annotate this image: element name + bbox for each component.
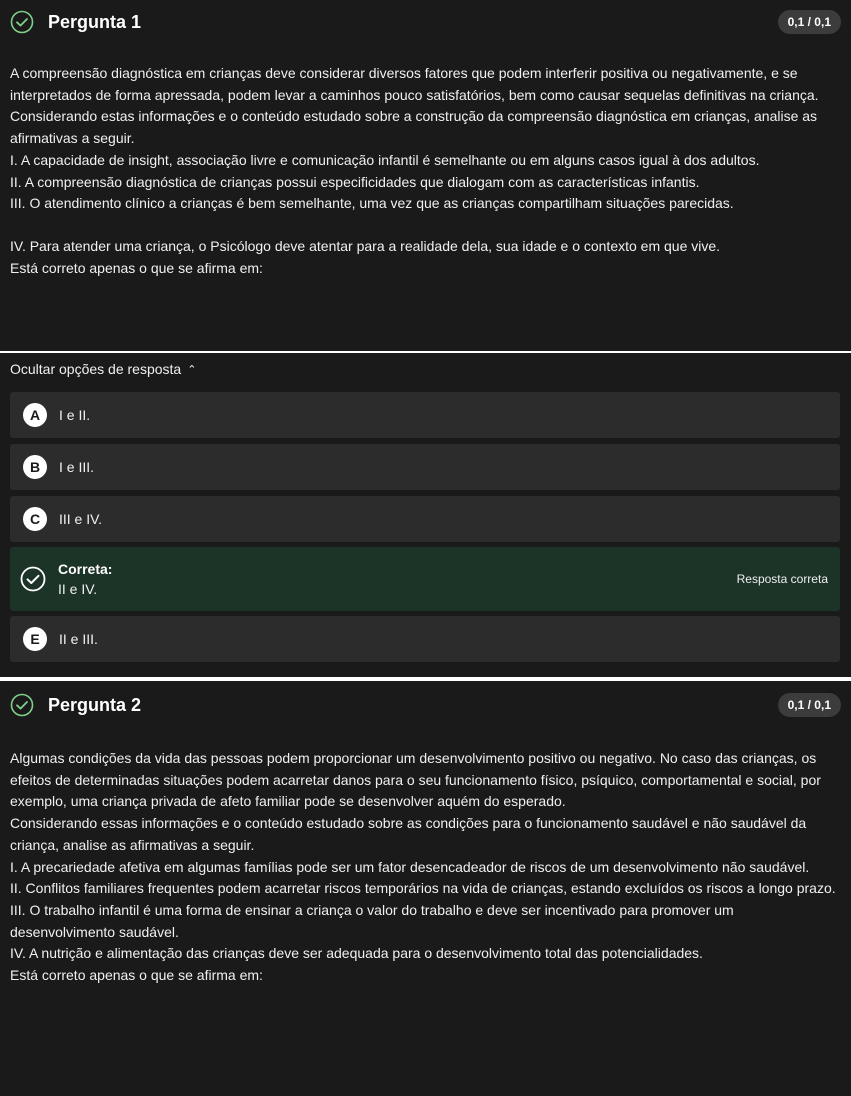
question-1-statement-3: III. O atendimento clínico a crianças é bem semelhante, uma vez que as crianças compartilham situações parecidas. (10, 195, 734, 212)
question-1-statement-1: I. A capacidade de insight, associação livre e comunicação infantil é semelhante ou em alguns casos igual à dos adultos. (10, 151, 760, 168)
option-c[interactable] (10, 496, 840, 542)
question-1-title: Pergunta 1 (48, 11, 142, 32)
option-d-correct[interactable] (10, 547, 840, 611)
question-1-instruction: Considerando estas informações e o conteúdo estudado sobre a construção da compreensão diagnóstica em crianças, analise as afirmativas a seguir. (10, 108, 818, 147)
option-letter-badge: C (23, 507, 47, 531)
option-letter-badge: B (23, 455, 47, 479)
question-2-statement-3: III. O trabalho infantil é uma forma de ensinar a criança o valor do trabalho e deve ser incentivado para promover um desenvolvimento saudável. (10, 901, 734, 940)
question-1-prompt: Está correto apenas o que se afirma em: (10, 259, 263, 276)
hide-options-label: Ocultar opções de resposta (10, 361, 182, 377)
question-2-score-badge: 0,1 / 0,1 (778, 693, 841, 717)
check-circle-icon (10, 693, 34, 717)
question-1-card (0, 0, 851, 351)
question-1-statement-4: IV. Para atender uma criança, o Psicólogo deve atentar para a realidade dela, sua idade e o contexto em que vive. (10, 237, 721, 254)
option-letter-badge: A (23, 403, 47, 427)
correct-answer-text (58, 559, 112, 599)
option-a[interactable] (10, 392, 840, 438)
chevron-up-icon: ⌃ (187, 363, 197, 376)
question-2-prompt: Está correto apenas o que se afirma em: (10, 967, 263, 984)
option-letter-badge: E (23, 627, 47, 651)
question-1-statement-2: II. A compreensão diagnóstica de crianças possui especificidades que dialogam com as características infantis. (10, 173, 700, 190)
question-2-text (10, 748, 841, 987)
option-e[interactable] (10, 616, 840, 662)
option-text: I e II. (59, 407, 91, 423)
question-2-instruction: Considerando essas informações e o conteúdo estudado sobre as condições para o funcionamento saudável e não saudável da criança, analise as afirmativas a seguir. (10, 815, 807, 853)
option-text: II e IV. (58, 581, 98, 597)
question-2-card (0, 681, 851, 1096)
question-1-text (10, 63, 841, 279)
correct-answer-note: Resposta correta (736, 572, 828, 586)
question-2-statement-4: IV. A nutrição e alimentação das crianças deve ser adequada para o desenvolvimento total das potencialidades. (10, 945, 703, 962)
question-2-statement-2: II. Conflitos familiares frequentes podem acarretar riscos temporários na vida de crianças, estando excluídos os riscos a longo prazo. (10, 880, 836, 897)
question-1-header (10, 4, 841, 40)
option-text: I e III. (59, 459, 95, 475)
question-2-title: Pergunta 2 (48, 694, 142, 715)
option-text: III e IV. (59, 511, 103, 527)
question-2-intro: Algumas condições da vida das pessoas podem proporcionar um desenvolvimento positivo ou negativo. No caso das crianças, os efeitos de determinadas situações podem acarretar danos para o seu funcionamento físico, psíquico, comportamental e social, por exemplo, uma criança privada de afeto familiar pode se desenvolver aquém do esperado. (10, 750, 821, 810)
option-text: II e III. (59, 631, 98, 647)
question-2-statement-1: I. A precariedade afetiva em algumas famílias pode ser um fator desencadeador de riscos de um desenvolvimento não saudável. (10, 858, 810, 875)
correct-label: Correta: (58, 561, 113, 577)
question-2-header (10, 687, 841, 723)
check-circle-icon (20, 566, 46, 592)
question-1-options-panel (0, 353, 851, 677)
check-circle-icon (10, 10, 34, 34)
question-1-score-badge: 0,1 / 0,1 (778, 10, 841, 34)
question-1-intro: A compreensão diagnóstica em crianças deve considerar diversos fatores que podem interferir positiva ou negativamente, e se interpretados de forma apressada, podem levar a caminhos pouco satisfatórios, bem como causar sequelas definitivas na criança. (10, 65, 819, 103)
hide-options-toggle[interactable] (10, 361, 196, 377)
option-b[interactable] (10, 444, 840, 490)
